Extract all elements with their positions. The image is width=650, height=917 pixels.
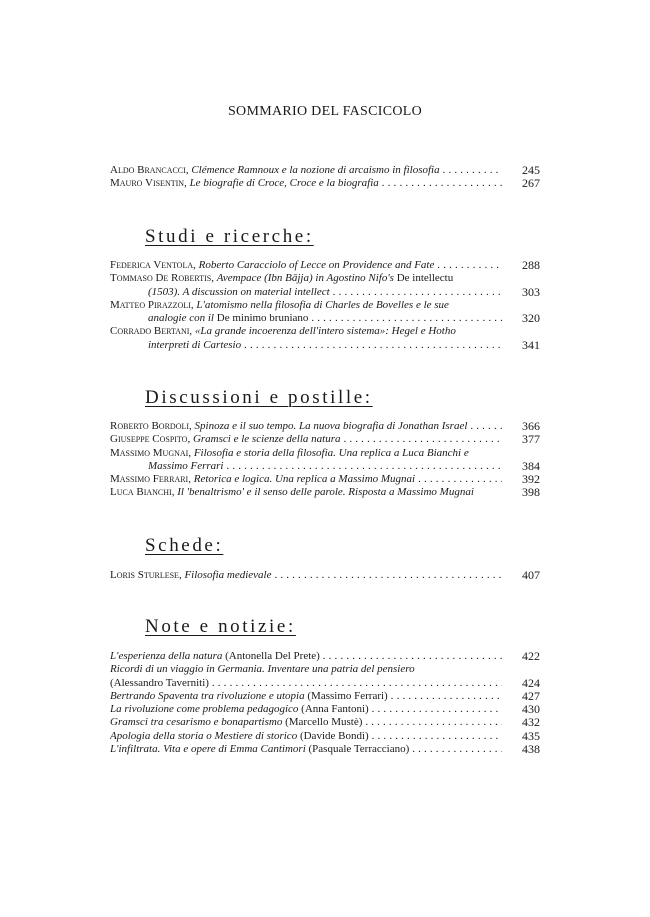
page-number: 366 [522, 419, 540, 433]
toc-entry[interactable] [110, 730, 540, 743]
entry-author: (Alessandro Taverniti) [110, 676, 209, 689]
page-title: SOMMARIO DEL FASCICOLO [227, 104, 423, 119]
entry-author: (Anna Fantoni) [301, 703, 369, 716]
toc-entry[interactable]: Tommaso De Robertis, Avempace (Ibn Bājja) in Agostino Nifo's De intellectu [110, 272, 454, 285]
entry-title: Avempace (Ibn Bājja) in Agostino Nifo's [216, 272, 394, 285]
entry-title: Retorica e logica. Una replica a Massimo Mugnai [193, 473, 416, 486]
entry-title: Massimo Ferrari [148, 459, 224, 472]
page-number: 384 [522, 458, 540, 473]
author: Massimo Mugnai [110, 446, 189, 459]
entry-title: Filosofia medievale [184, 569, 272, 581]
intro-list [110, 164, 540, 191]
toc-entry[interactable] [110, 703, 540, 716]
toc-entry[interactable]: Loris Sturlese, Filosofia medievale . . . 407 [110, 569, 540, 582]
page-number: 267 [522, 176, 540, 191]
toc-entry[interactable]: Matteo Pirazzoli, L'atomismo nella filosofia di Charles de Bovelles e le sue [110, 298, 449, 311]
toc-entry-continuation[interactable] [110, 460, 540, 473]
toc-entry[interactable] [110, 650, 540, 663]
toc-entry[interactable]: Mauro Visentin, Le biografie di Croce, Croce e la biografia . . . 267 [110, 177, 540, 190]
section-list-schede [110, 569, 540, 582]
author: Luca Bianchi [110, 486, 172, 499]
entry-title-roman: De intellectu [396, 272, 454, 285]
entry-title: Spinoza e il suo tempo. La nuova biografia di Jonathan Israel [194, 420, 468, 432]
page-number: 435 [522, 728, 540, 743]
page-number: 245 [522, 163, 540, 177]
entry-author: (Davide Bondì) [299, 729, 369, 742]
entry-title: L'infiltrata. Vita e opere di Emma Cantimori [110, 743, 306, 756]
page-number: 432 [522, 715, 540, 730]
toc-entry[interactable]: Luca Bianchi, Il 'benaltrismo' e il senso delle parole. Risposta a Massimo Mugnai 398 [110, 485, 540, 500]
section-heading-note: Note e notizie: [145, 616, 296, 637]
toc-entry[interactable]: Federica Ventola, Roberto Caracciolo of Lecce on Providence and Fate . . . 288 [110, 259, 540, 272]
entry-title: Bertrando Spaventa tra rivoluzione e utopia [110, 689, 305, 702]
author: Aldo Brancacci [110, 164, 186, 176]
entry-author: (Pasquale Terracciano) [308, 743, 410, 756]
entry-author: (Massimo Ferrari) [307, 689, 388, 702]
toc-entry[interactable]: Aldo Brancacci, Clémence Ramnoux e la nozione di arcaismo in filosofia . . . 245 [110, 164, 540, 177]
author: Loris Sturlese [110, 569, 179, 581]
entry-author: (Antonella Del Prete) [225, 650, 320, 662]
section-list-discussioni [110, 420, 540, 500]
entry-author: (Marcello Mustè) [285, 716, 363, 729]
page-number: 427 [522, 688, 540, 703]
entry-title: Gramsci e le scienze della natura [192, 433, 341, 446]
section-heading-discussioni: Discussioni e postille: [145, 387, 373, 408]
toc-entry[interactable]: Corrado Bertani, «La grande incoerenza dell'intero sistema»: Hegel e Hotho [110, 325, 456, 338]
page-number: 341 [522, 337, 540, 352]
section-list-studi [110, 259, 540, 352]
author: Roberto Bordoli [110, 420, 190, 432]
toc-entry[interactable]: Massimo Ferrari, Retorica e logica. Una replica a Massimo Mugnai . . . 392 [110, 473, 540, 486]
page-number: 377 [522, 432, 540, 447]
author: Corrado Bertani [110, 325, 190, 338]
toc-entry-continuation[interactable] [110, 312, 540, 325]
author: Tommaso De Robertis [110, 272, 212, 285]
page-number: 303 [522, 284, 540, 299]
entry-title: Ricordi di un viaggio in Germania. Inventare una patria del pensiero [110, 663, 415, 676]
section-heading-schede: Schede: [145, 535, 224, 556]
author: Matteo Pirazzoli [110, 298, 191, 311]
page-number: 424 [522, 675, 540, 690]
entry-title: La rivoluzione come problema pedagogico [110, 703, 299, 716]
entry-title: L'atomismo nella filosofia di Charles de Bovelles e le sue [196, 298, 449, 311]
toc-entry[interactable]: Giuseppe Cospito, Gramsci e le scienze della natura . . . 377 [110, 433, 540, 446]
entry-title: Roberto Caracciolo of Lecce on Providence and Fate [198, 259, 435, 271]
page-number: 398 [522, 485, 540, 500]
toc-entry[interactable]: Massimo Mugnai, Filosofia e storia della filosofia. Una replica a Luca Bianchi e [110, 446, 469, 459]
entry-title: (1503). A discussion on material intellect [148, 285, 330, 298]
entry-title: Filosofia e storia della filosofia. Una replica a Luca Bianchi e [193, 446, 469, 459]
entry-title: L'esperienza della natura [110, 650, 223, 662]
entry-title: interpreti di Cartesio [148, 338, 242, 351]
entry-title-roman: De minimo bruniano [216, 312, 309, 325]
toc-entry-continuation[interactable] [110, 677, 540, 690]
page-number: 438 [522, 742, 540, 757]
entry-title: Gramsci tra cesarismo e bonapartismo [110, 716, 283, 729]
entry-title: Le biografie di Croce, Croce e la biografia [189, 177, 379, 190]
page-number: 320 [522, 311, 540, 326]
page-number: 430 [522, 702, 540, 717]
page-number: 392 [522, 472, 540, 487]
entry-title: Apologia della storia o Mestiere di storico [110, 729, 298, 742]
toc-entry-continuation[interactable] [110, 286, 540, 299]
author: Giuseppe Cospito [110, 433, 188, 446]
toc-entry[interactable] [110, 743, 540, 756]
section-heading-studi: Studi e ricerche: [145, 226, 314, 247]
toc-entry[interactable]: Roberto Bordoli, Spinoza e il suo tempo. La nuova biografia di Jonathan Israel . . . 366 [110, 420, 540, 433]
entry-title: «La grande incoerenza dell'intero sistema»: Hegel e Hotho [194, 325, 456, 338]
entry-title: analogie con il [148, 312, 214, 325]
page-number: 288 [522, 258, 540, 272]
author: Federica Ventola [110, 259, 194, 271]
page-number: 407 [522, 568, 540, 582]
toc-entry[interactable] [110, 690, 540, 703]
page-number: 422 [522, 649, 540, 663]
entry-title: Il 'benaltrismo' e il senso delle parole. Risposta a Massimo Mugnai [177, 486, 474, 499]
toc-entry-continuation[interactable] [110, 339, 540, 352]
author: Mauro Visentin [110, 177, 185, 190]
author: Massimo Ferrari [110, 473, 189, 486]
entry-title: Clémence Ramnoux e la nozione di arcaismo in filosofia [191, 164, 440, 176]
toc-entry[interactable] [110, 663, 540, 676]
section-list-note [110, 650, 540, 756]
toc-entry[interactable] [110, 716, 540, 729]
